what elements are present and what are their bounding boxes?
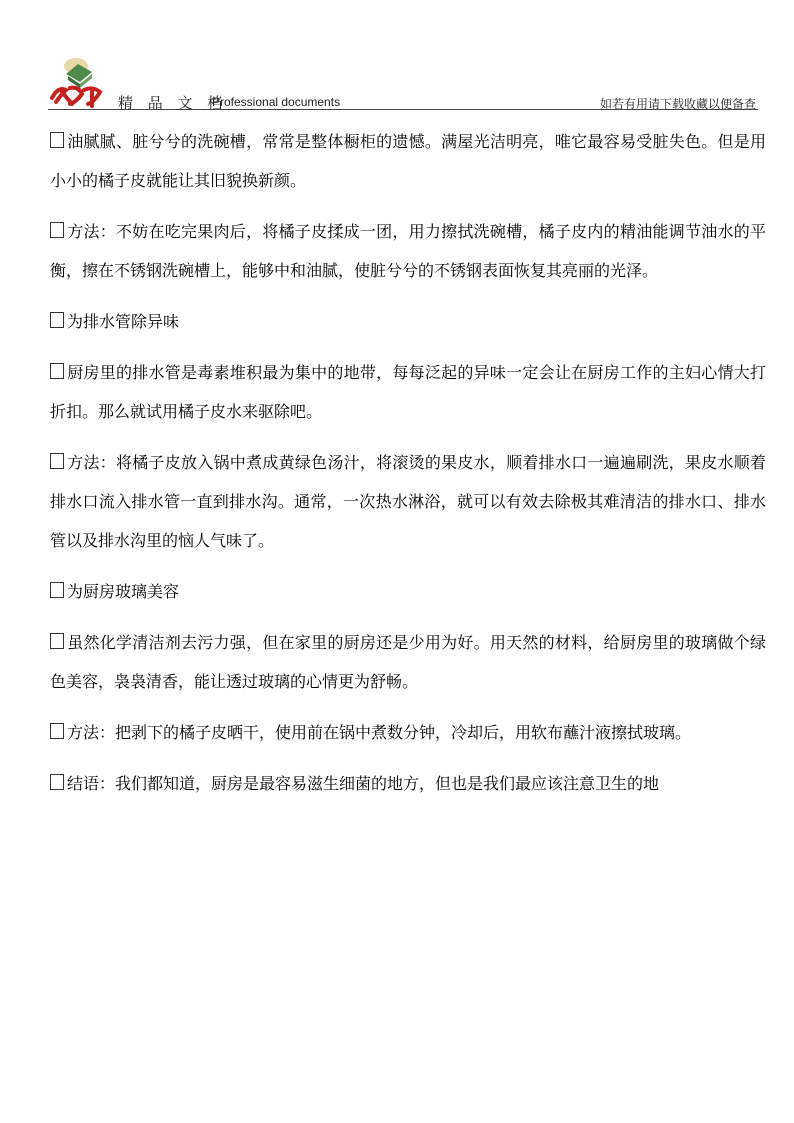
- paragraph: [50, 212, 766, 290]
- page-header: [48, 52, 758, 110]
- header-divider: [48, 109, 758, 110]
- document-body: [50, 122, 766, 815]
- section-heading: [50, 302, 766, 341]
- header-note: 如若有用请下载收藏以便备查: [599, 97, 756, 111]
- knowledge-logo-icon: [48, 52, 108, 108]
- bullet-box-icon: [50, 132, 64, 148]
- paragraph-text: 虽然化学清洁剂去污力强，但在家里的厨房还是少用为好。用天然的材料，给厨房里的玻璃做个绿色美容，袅袅清香，能让透过玻璃的心情更为舒畅。: [50, 633, 766, 691]
- paragraph: [50, 122, 766, 200]
- paragraph: [50, 353, 766, 431]
- section-heading-text: 为排水管除异味: [67, 312, 180, 331]
- bullet-box-icon: [50, 774, 64, 790]
- bullet-box-icon: [50, 723, 64, 739]
- section-heading: [50, 572, 766, 611]
- paragraph-text: 方法：不妨在吃完果肉后，将橘子皮揉成一团，用力擦拭洗碗槽，橘子皮内的精油能调节油水的平衡，擦在不锈钢洗碗槽上，能够中和油腻，使脏兮兮的不锈钢表面恢复其亮丽的光泽。: [50, 222, 766, 280]
- bullet-box-icon: [50, 363, 64, 379]
- paragraph: [50, 443, 766, 560]
- bullet-box-icon: [50, 222, 64, 238]
- section-heading-text: 为厨房玻璃美容: [67, 582, 180, 601]
- paragraph: [50, 713, 766, 752]
- paragraph-text: 方法：将橘子皮放入锅中煮成黄绿色汤汁，将滚烫的果皮水，顺着排水口一遍遍刷洗，果皮水顺着排水口流入排水管一直到排水沟。通常，一次热水淋浴，就可以有效去除极其难清洁的排水口、排水管以及排水沟里的恼人气味了。: [50, 453, 766, 550]
- paragraph: [50, 764, 766, 803]
- paragraph-text: 油腻腻、脏兮兮的洗碗槽，常常是整体橱柜的遗憾。满屋光洁明亮，唯它最容易受脏失色。但是用小小的橘子皮就能让其旧貌换新颜。: [50, 132, 766, 190]
- header-title: 精 品 文 档: [118, 94, 228, 112]
- bullet-box-icon: [50, 312, 64, 328]
- header-subtitle: Professional documents: [212, 95, 341, 109]
- bullet-box-icon: [50, 582, 64, 598]
- bullet-box-icon: [50, 633, 64, 649]
- paragraph-text: 结语：我们都知道，厨房是最容易滋生细菌的地方，但也是我们最应该注意卫生的地: [67, 774, 660, 793]
- paragraph-text: 厨房里的排水管是毒素堆积最为集中的地带，每每泛起的异味一定会让在厨房工作的主妇心情大打折扣。那么就试用橘子皮水来驱除吧。: [50, 363, 766, 421]
- bullet-box-icon: [50, 453, 64, 469]
- paragraph: [50, 623, 766, 701]
- paragraph-text: 方法：把剥下的橘子皮晒干，使用前在锅中煮数分钟，冷却后，用软布蘸汁液擦拭玻璃。: [67, 723, 692, 742]
